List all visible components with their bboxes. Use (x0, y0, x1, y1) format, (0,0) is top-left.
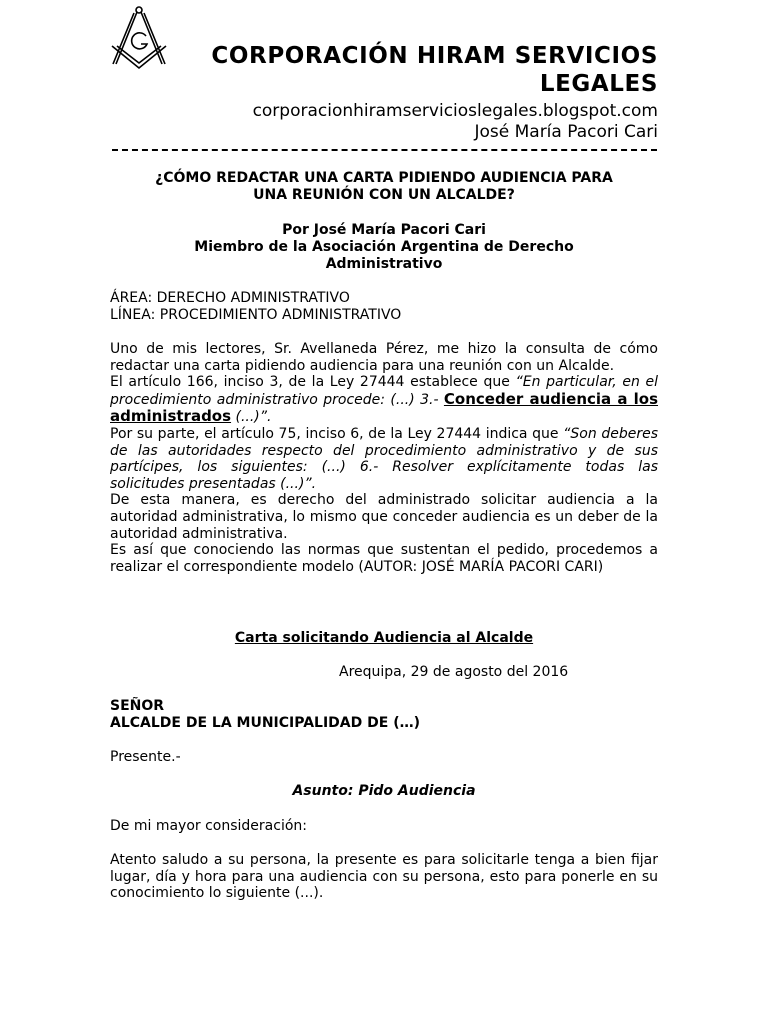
linea-label: LÍNEA: PROCEDIMIENTO ADMINISTRATIVO (110, 307, 402, 323)
header-divider (112, 149, 657, 151)
affiliation-line2: Administrativo (325, 256, 443, 272)
affiliation-line1: Miembro de la Asociación Argentina de Derecho (194, 239, 574, 255)
paragraph-modelo: Es así que conociendo las normas que sustentan el pedido, procedemos a realizar el correspondiente modelo (AUTOR: JOSÉ MARÍA PACORI CARI) (110, 542, 658, 575)
p2-emphasis: Conceder audiencia a los administrados (110, 389, 659, 426)
article-body (110, 341, 658, 575)
p2-quote: “En particular, en el procedimiento administrativo procede: (...) 3.- (110, 374, 659, 408)
letter-body (110, 852, 658, 902)
p3-quote: “Son deberes de las autoridades respecto del procedimiento administrativo y de sus partícipes, los siguientes: (...) 6.- Resolver explícitamente todas las solicitudes presentadas (...)”. (110, 425, 658, 492)
article-title-line2: UNA REUNIÓN CON UN ALCALDE? (253, 187, 515, 203)
area-label: ÁREA: DERECHO ADMINISTRATIVO (110, 290, 350, 306)
place-date: Arequipa, 29 de agosto del 2016 (339, 664, 569, 680)
letter-greeting: De mi mayor consideración: (110, 818, 307, 834)
paragraph-consulta: Uno de mis lectores, Sr. Avellaneda Pérez, me hizo la consulta de cómo redactar una carta pidiendo audiencia para una reunión con un Alcalde. (110, 341, 658, 374)
recipient-line2: ALCALDE DE LA MUNICIPALIDAD DE (…) (110, 715, 420, 731)
letter-heading: Carta solicitando Audiencia al Alcalde (234, 630, 534, 646)
p2-prefix: El artículo 166, inciso 3, de la Ley 27444 establece que (110, 374, 516, 391)
byline: Por José María Pacori Cari (282, 222, 486, 238)
p3-prefix: Por su parte, el artículo 75, inciso 6, de la Ley 27444 indica que (110, 425, 564, 442)
letter-subject: Asunto: Pido Audiencia (292, 783, 476, 799)
paragraph-articulo-166 (110, 374, 658, 426)
header-author: José María Pacori Cari (474, 122, 658, 142)
corporation-title-line2: LEGALES (539, 71, 658, 97)
presente: Presente.- (110, 749, 181, 765)
letter-body-paragraph: Atento saludo a su persona, la presente es para solicitarle tenga a bien fijar lugar, día y hora para una audiencia con su persona, esto para ponerle en su conocimiento lo siguiente (...). (110, 852, 658, 902)
p2-tail: (...)”. (231, 409, 272, 426)
square-and-compass-logo (104, 2, 174, 72)
article-title-line1: ¿CÓMO REDACTAR UNA CARTA PIDIENDO AUDIENCIA PARA (155, 170, 613, 186)
blog-url: corporacionhiramservicioslegales.blogspot.com (252, 101, 658, 121)
corporation-title-line1: CORPORACIÓN HIRAM SERVICIOS (211, 43, 658, 69)
paragraph-articulo-75 (110, 426, 658, 492)
recipient-line1: SEÑOR (110, 698, 165, 714)
paragraph-derecho: De esta manera, es derecho del administrado solicitar audiencia a la autoridad administrativa, lo mismo que conceder audiencia es un deber de la autoridad administrativa. (110, 492, 658, 542)
